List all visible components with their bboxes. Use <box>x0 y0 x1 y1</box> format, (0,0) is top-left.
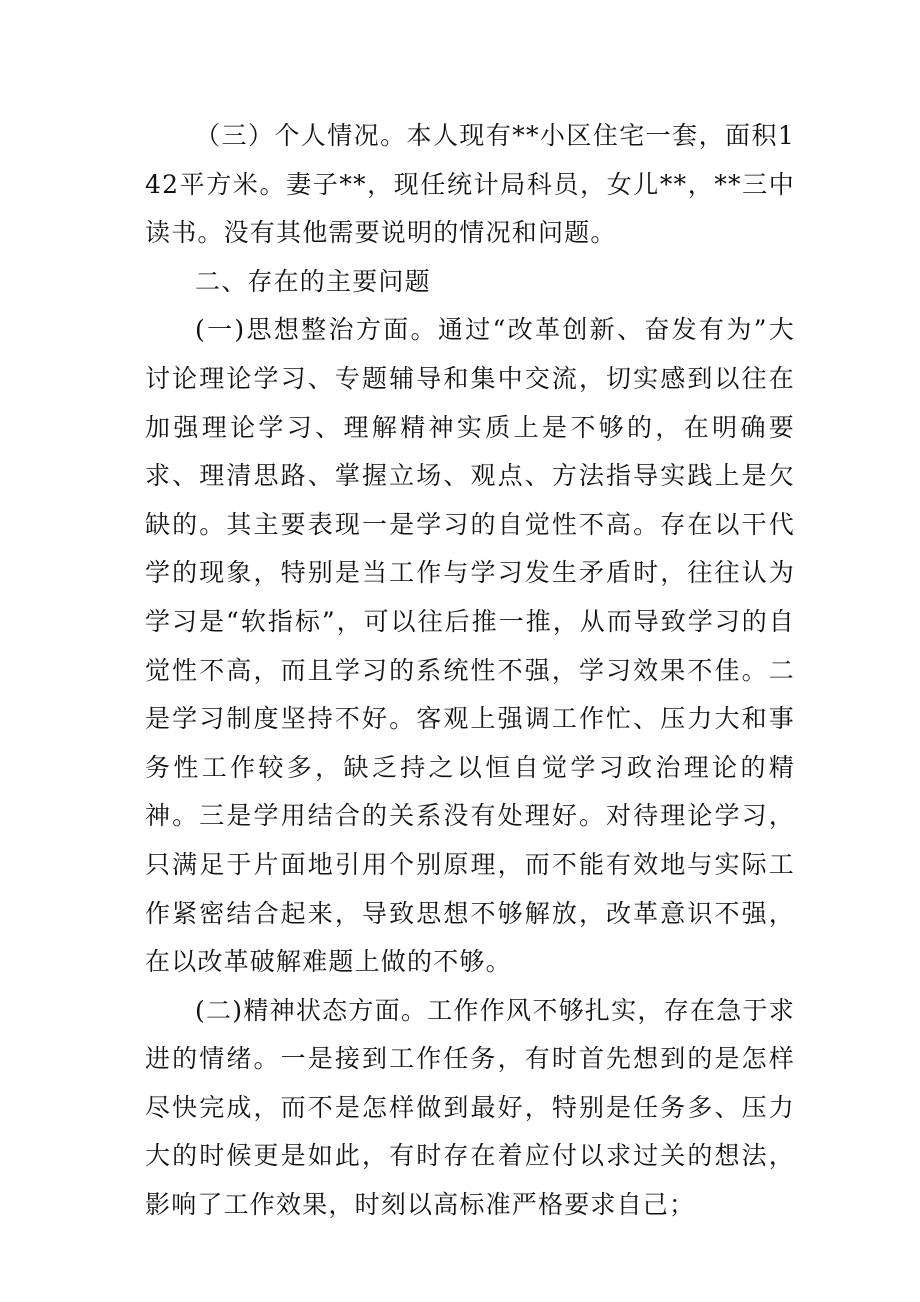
document-body <box>145 112 795 1230</box>
section-heading-main-problems: 二、存在的主要问题 <box>195 266 431 296</box>
paragraph-ideological-rectification: (一)思想整治方面。通过“改革创新、奋发有为”大讨论理论学习、专题辅导和集中交流，切实感到以往在加强理论学习、理解精神实质上是不够的，在明确要求、理清思路、掌握立场、观点、方法指导实践上是欠缺的。其主要表现一是学习的自觉性不高。存在以干代学的现象，特别是当工作与学习发生矛盾时，往往认为学习是“软指标”，可以往后推一推，从而导致学习的自觉性不高，而且学习的系统性不强，学习效果不佳。二是学习制度坚持不好。客观上强调工作忙、压力大和事务性工作较多，缺乏持之以恒自觉学习政治理论的精神。三是学用结合的关系没有处理好。对待理论学习，只满足于片面地引用个别原理，而不能有效地与实际工作紧密结合起来，导致思想不够解放，改革意识不强，在以改革破解难题上做的不够。 <box>145 315 795 977</box>
paragraph-spiritual-state: (二)精神状态方面。工作作风不够扎实，存在急于求进的情绪。一是接到工作任务，有时首先想到的是怎样尽快完成，而不是怎样做到最好，特别是任务多、压力大的时候更是如此，有时存在着应付以求过关的想法，影响了工作效果，时刻以高标准严格要求自己； <box>145 995 795 1220</box>
paragraph-personal-situation: （三）个人情况。本人现有**小区住宅一套，面积142平方米。妻子**，现任统计局科员，女儿**，**三中读书。没有其他需要说明的情况和问题。 <box>145 121 795 248</box>
